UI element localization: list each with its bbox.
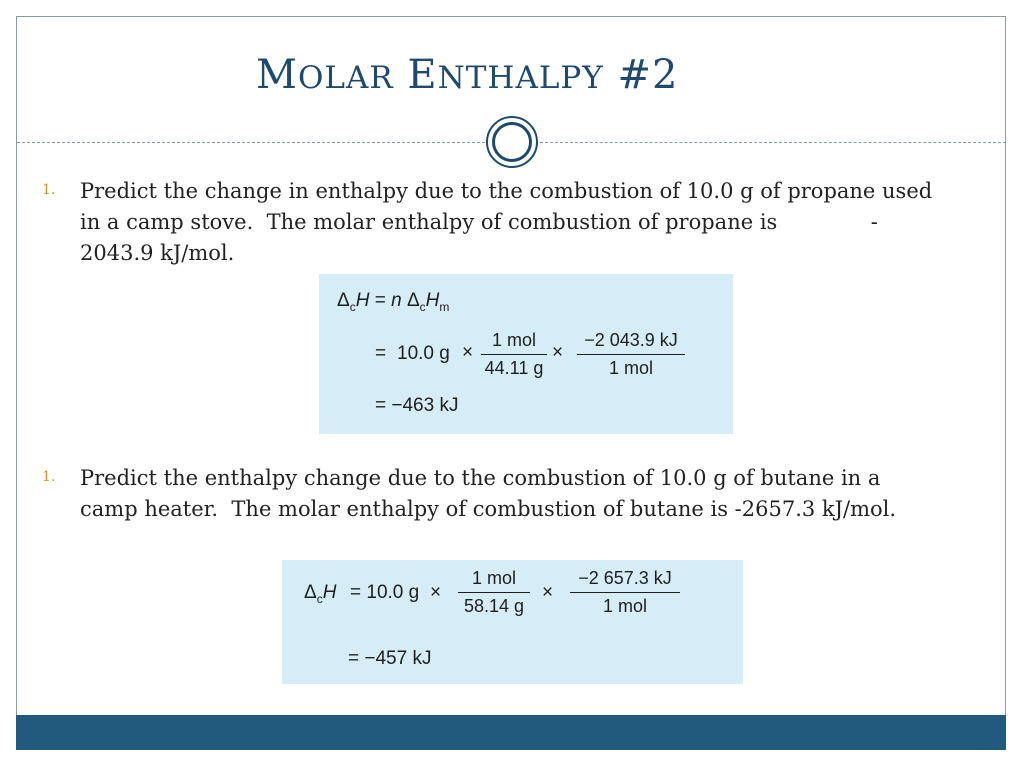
solution-lhs: $\Delta_cH$: [304, 582, 337, 606]
fraction-numerator: −2 043.9 kJ: [584, 330, 678, 350]
fraction-2: [577, 330, 685, 379]
fraction-numerator: 1 mol: [471, 568, 516, 588]
times-sign: ×: [552, 342, 564, 363]
solution-result: = −463 kJ: [375, 395, 459, 416]
solution-mass: 10.0 g: [397, 343, 450, 364]
title-divider-right: [540, 142, 1006, 143]
question-text: [80, 176, 980, 269]
title-divider-left: [17, 142, 485, 143]
solution-result: = −457 kJ: [348, 648, 432, 669]
solution-line-1: $\Delta_cH = n$ $\Delta_cH_m$: [337, 290, 450, 314]
fraction-numerator: −2 657.3 kJ: [578, 568, 672, 588]
circle-ornament-icon: [486, 116, 538, 168]
solution-box-1: [319, 274, 733, 434]
question-line: camp heater. The molar enthalpy of combustion of butane is -2657.3 kJ/mol.: [80, 497, 897, 521]
fraction-denominator: 1 mol: [608, 358, 653, 378]
question-text: [80, 463, 980, 525]
question-line: in a camp stove. The molar enthalpy of combustion of propane is -: [80, 210, 878, 234]
question-line: 2043.9 kJ/mol.: [80, 241, 235, 265]
times-sign: ×: [542, 582, 554, 603]
question-line: Predict the change in enthalpy due to the combustion of 10.0 g of propane used: [80, 179, 933, 203]
fraction-denominator: 44.11 g: [484, 358, 544, 378]
fraction-denominator: 1 mol: [602, 596, 647, 616]
solution-box-2: [282, 560, 743, 684]
times-sign: ×: [430, 582, 442, 603]
times-sign: ×: [462, 342, 474, 363]
solution-eq-mass: = 10.0 g: [350, 582, 420, 603]
fraction-numerator: 1 mol: [491, 330, 536, 350]
solution-eq-sign: =: [375, 343, 387, 364]
slide-title: MOLAR ENTHALPY #2: [256, 52, 679, 98]
fraction-1: [481, 330, 547, 379]
question-line: Predict the enthalpy change due to the combustion of 10.0 g of butane in a: [80, 466, 881, 490]
footer-bar: [16, 715, 1006, 750]
fraction-1: [458, 568, 530, 617]
fraction-denominator: 58.14 g: [463, 596, 525, 616]
fraction-2: [570, 568, 680, 617]
list-number: 1.: [42, 469, 56, 485]
list-number: 1.: [42, 182, 56, 198]
